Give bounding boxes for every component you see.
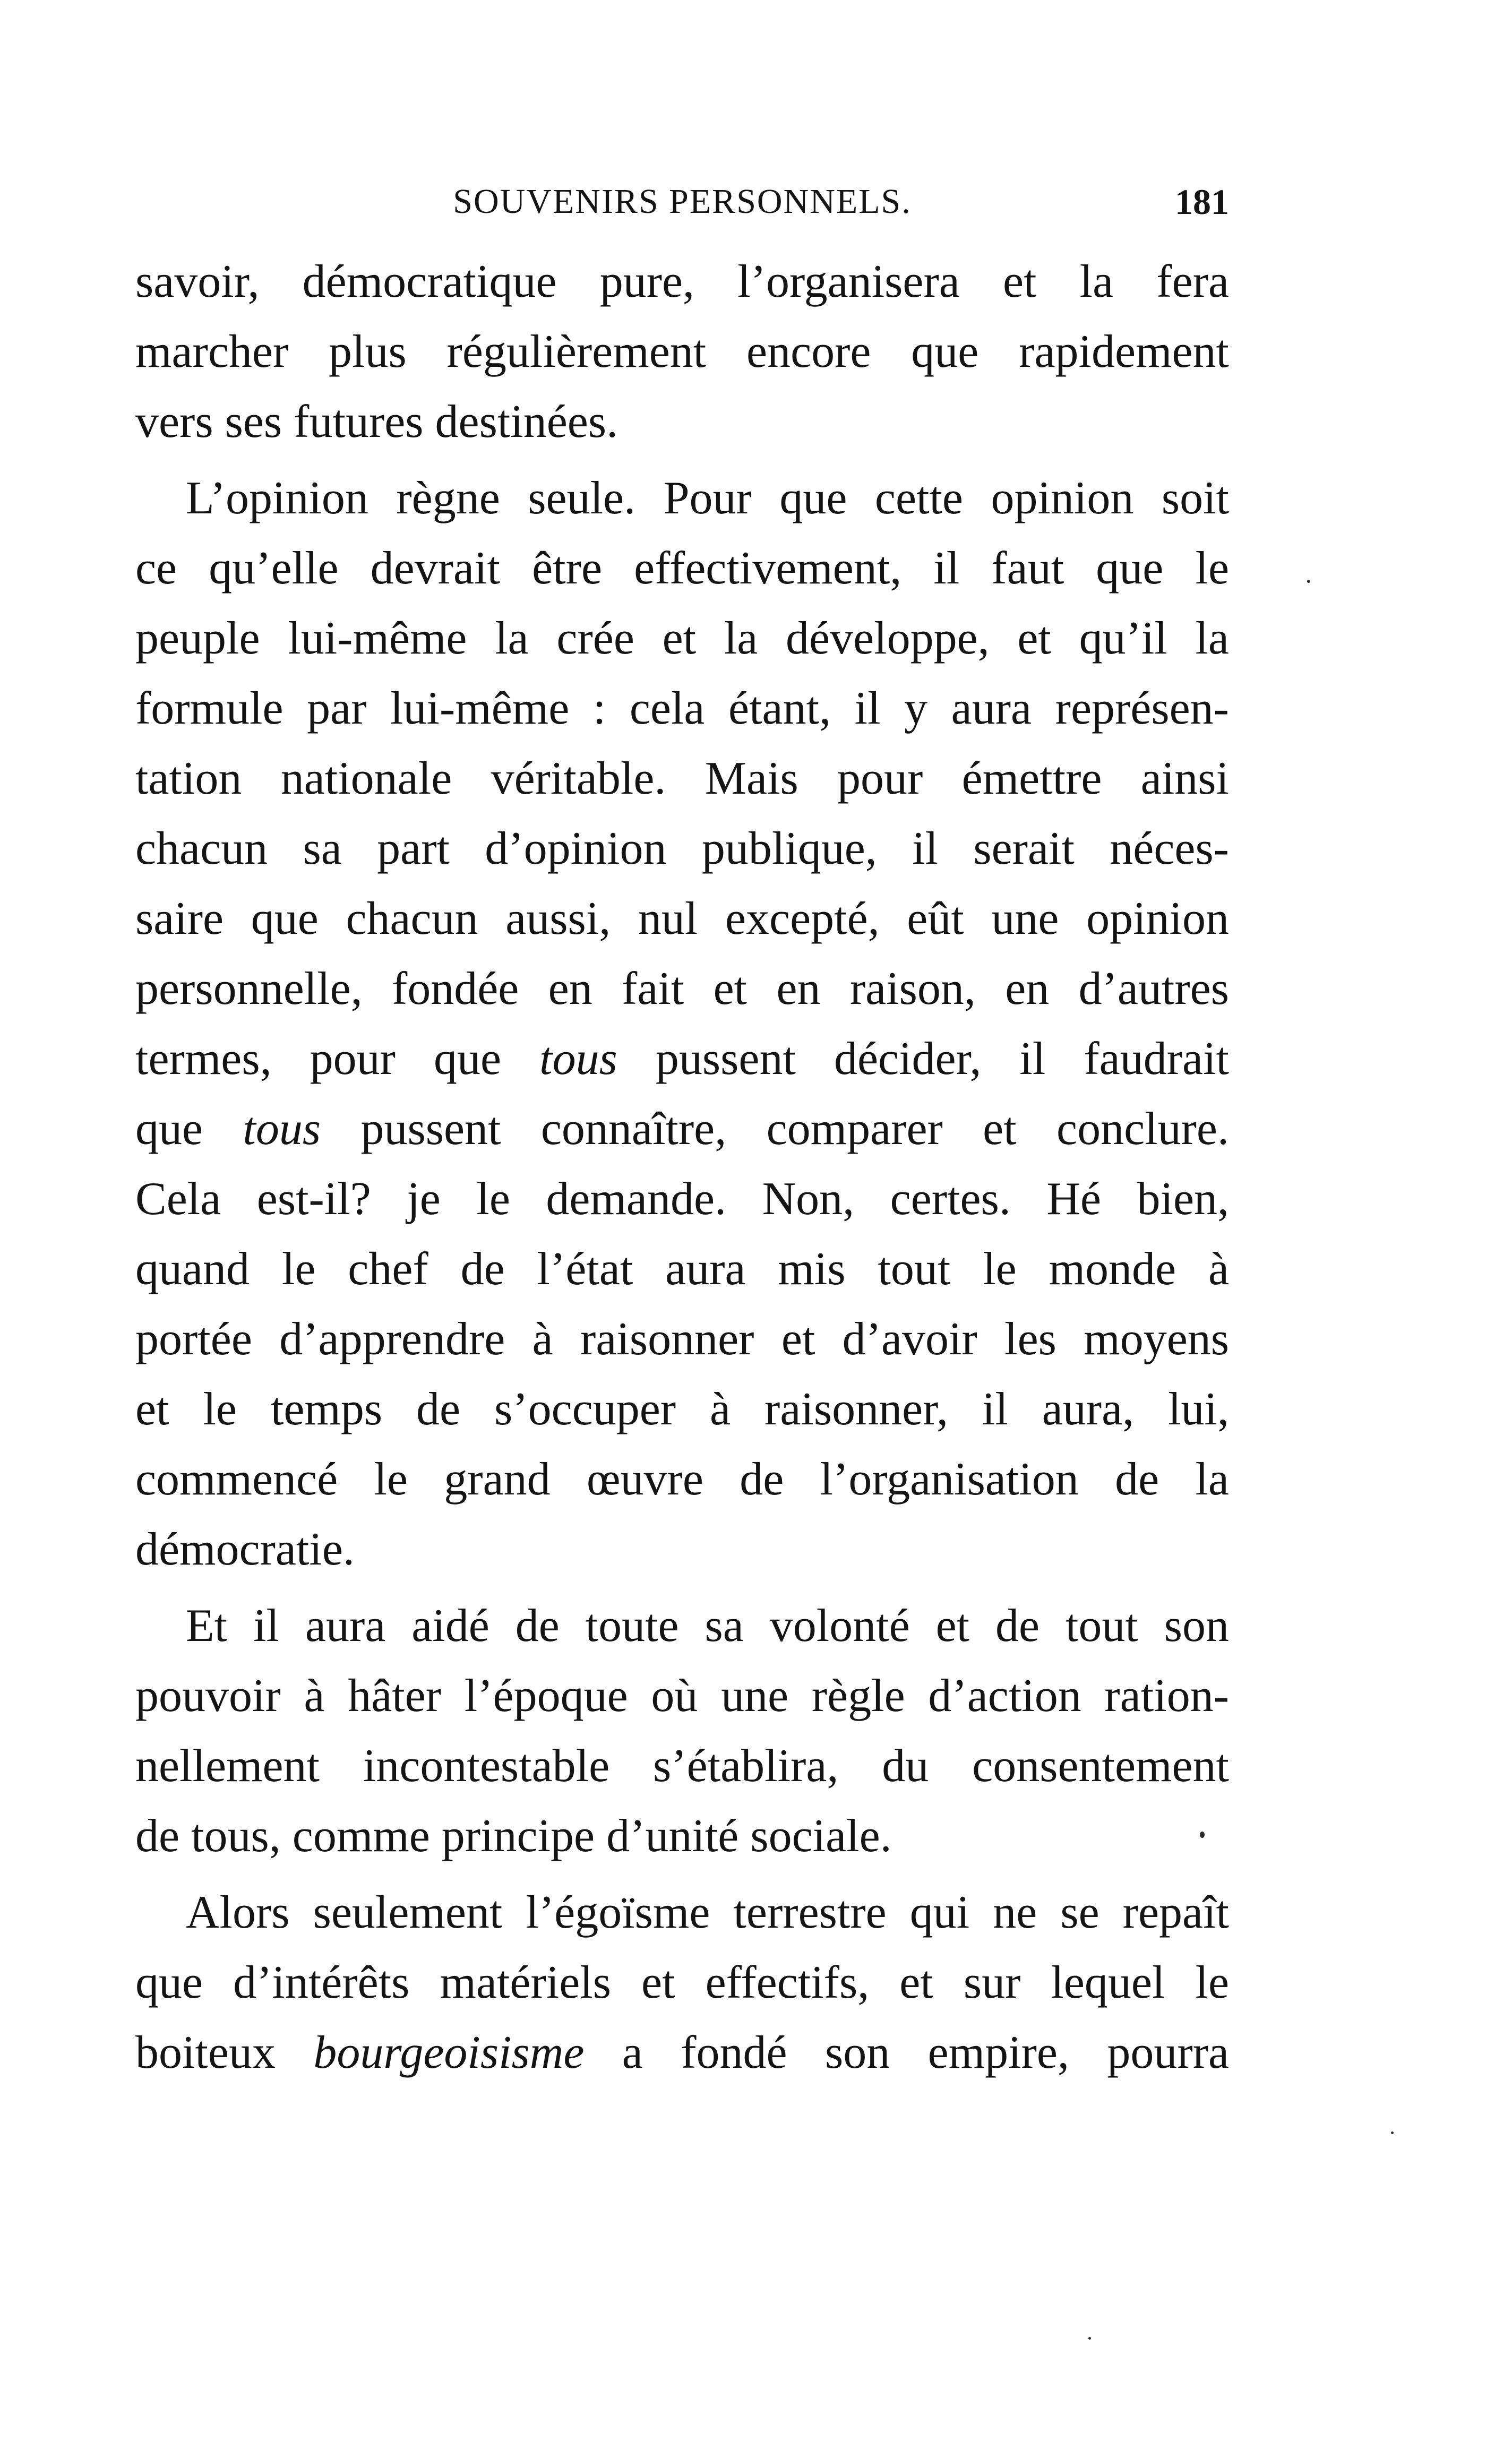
paragraph-gap xyxy=(135,1871,1229,1878)
paragraph-1 xyxy=(135,247,1229,457)
ink-speck xyxy=(1307,580,1310,583)
text-line: démocratie. xyxy=(135,1524,355,1575)
text-line xyxy=(135,2018,1229,2088)
text-line: savoir, démocratique pure, l’organisera et la fera xyxy=(135,256,1229,307)
italic-word: tous xyxy=(539,1033,617,1085)
text-run: a fondé son empire, pourra xyxy=(584,2027,1230,2078)
text-line: de tous, comme principe d’unité sociale. xyxy=(135,1810,892,1862)
paragraph-gap xyxy=(135,1585,1229,1591)
text-line xyxy=(135,1024,1229,1094)
text-line: saire que chacun aussi, nul excepté, eût une opinion xyxy=(135,893,1229,944)
italic-word: bourgeoisisme xyxy=(313,2027,585,2078)
text-line: ce qu’elle devrait être effectivement, il faut que le xyxy=(135,543,1229,594)
text-run: termes, pour que xyxy=(135,1033,540,1085)
text-line: formule par lui-même : cela étant, il y aura représen- xyxy=(135,683,1229,734)
paragraph-4 xyxy=(135,1878,1229,2088)
italic-word: tous xyxy=(243,1103,321,1155)
text-line: peuple lui-même la crée et la développe, et qu’il la xyxy=(135,613,1229,664)
text-line: Cela est-il? je le demande. Non, certes. Hé bien, xyxy=(135,1173,1229,1225)
text-line: marcher plus régulièrement encore que rapidement xyxy=(135,326,1229,377)
body-text xyxy=(135,247,1229,2088)
text-line: personnelle, fondée en fait et en raison, en d’autres xyxy=(135,963,1229,1015)
text-line: chacun sa part d’opinion publique, il serait néces- xyxy=(135,823,1229,874)
ink-speck xyxy=(1200,1832,1205,1838)
text-line: tation nationale véritable. Mais pour émettre ainsi xyxy=(135,753,1229,804)
text-run: pussent connaître, comparer et conclure. xyxy=(321,1103,1229,1155)
text-line: Alors seulement l’égoïsme terrestre qui ne se repaît xyxy=(186,1887,1229,1938)
text-line xyxy=(135,1094,1229,1164)
paragraph-gap xyxy=(135,457,1229,463)
paragraph-3 xyxy=(135,1591,1229,1871)
text-line: pouvoir à hâter l’époque où une règle d’action ration- xyxy=(135,1670,1229,1722)
text-run: que xyxy=(135,1103,243,1155)
ink-speck xyxy=(1088,2337,1091,2340)
paragraph-2 xyxy=(135,463,1229,1585)
text-line: Et il aura aidé de toute sa volonté et de tout son xyxy=(186,1600,1229,1652)
text-line: portée d’apprendre à raisonner et d’avoir les moyens xyxy=(135,1313,1229,1365)
text-line: que d’intérêts matériels et effectifs, et sur lequel le xyxy=(135,1957,1229,2008)
running-head xyxy=(135,178,1229,226)
text-line: vers ses futures destinées. xyxy=(135,396,618,448)
page-number: 181 xyxy=(1175,182,1229,222)
running-title: SOUVENIRS PERSONNELS. xyxy=(453,182,912,221)
text-run: boiteux xyxy=(135,2027,314,2078)
text-line: quand le chef de l’état aura mis tout le monde à xyxy=(135,1243,1229,1295)
text-line: et le temps de s’occuper à raisonner, il aura, lui, xyxy=(135,1383,1229,1435)
text-line: commencé le grand œuvre de l’organisation de la xyxy=(135,1454,1229,1505)
text-line: nellement incontestable s’établira, du consentement xyxy=(135,1740,1229,1792)
text-line: L’opinion règne seule. Pour que cette opinion soit xyxy=(186,472,1229,524)
ink-speck xyxy=(1391,2131,1394,2134)
text-run: pussent décider, il faudrait xyxy=(617,1033,1229,1085)
